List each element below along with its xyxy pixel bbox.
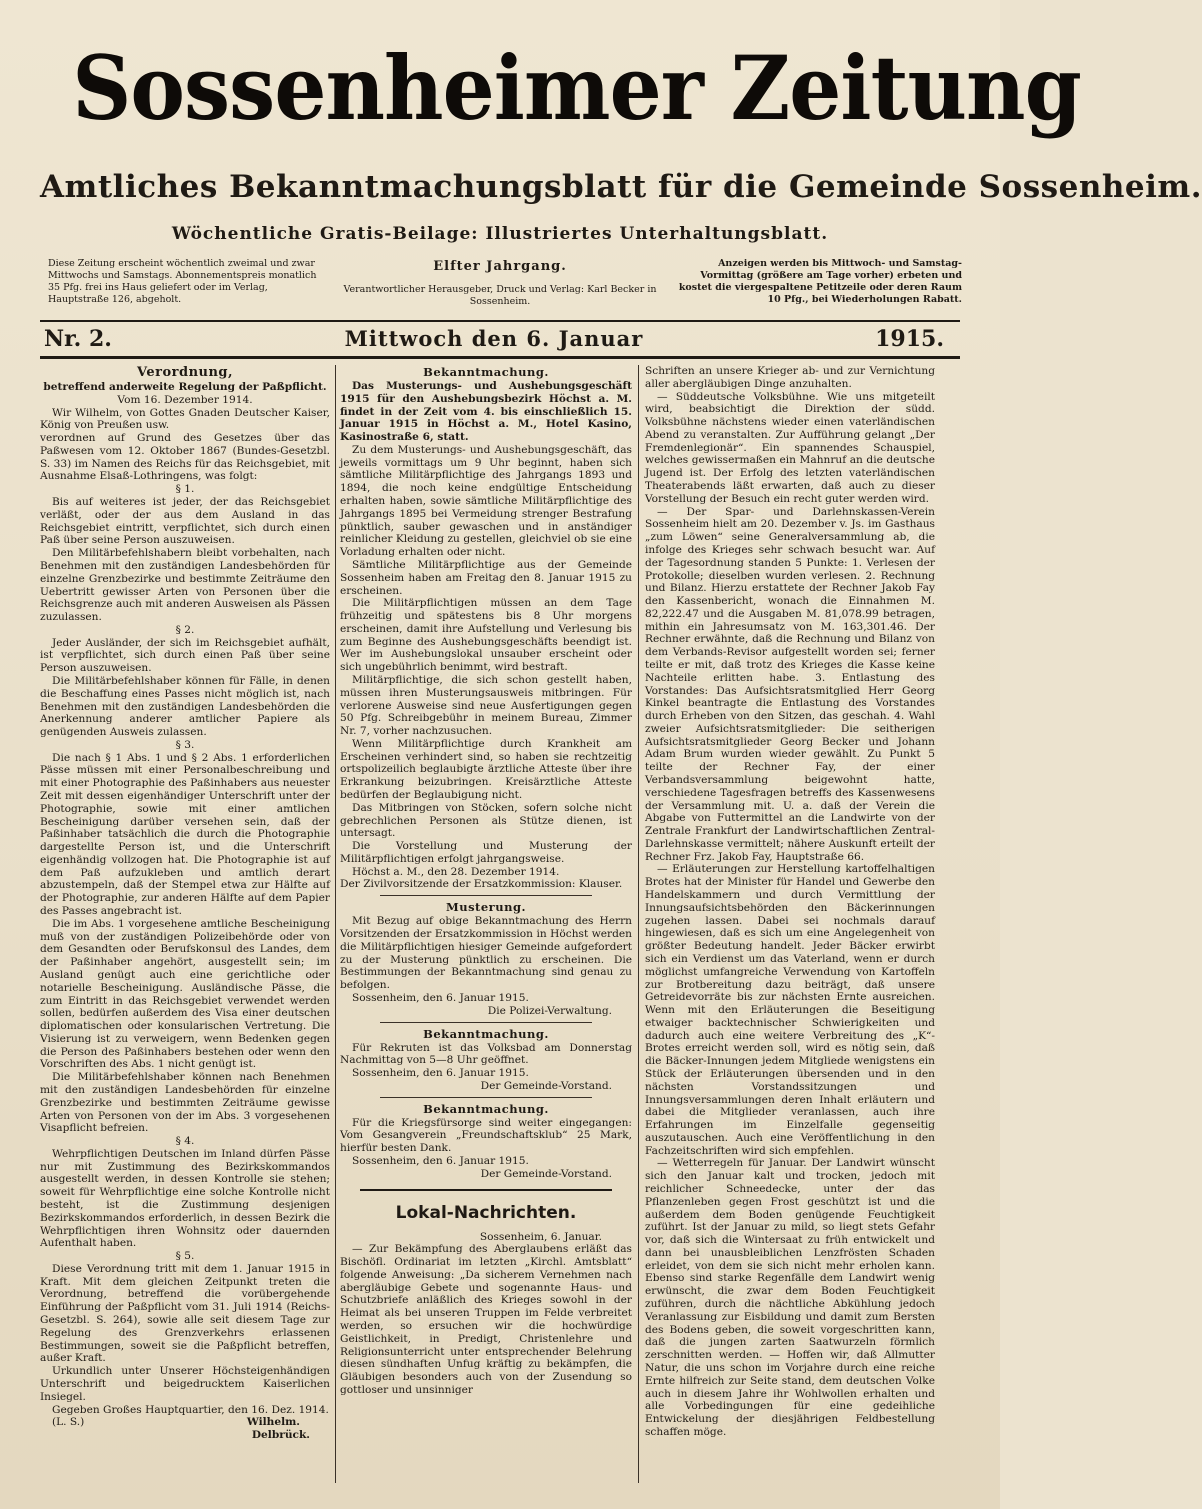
paragraph: Die Vorstellung und Musterung der Militärpflichtigen erfolgt jahrgangsweise. xyxy=(340,840,632,865)
paragraph: — Der Spar- und Darlehnskassen-Verein Sossenheim hielt am 20. Dezember v. Js. im Gasthaus „zum Löwen“ seine Generalversammlung ab, die infolge des Krieges sehr schwach besucht war. Auf der Tagesordnung standen 5 Punkte: 1. Verlesen der Protokolle; dieselben wurden verlesen. 2. Rechnung und Bilanz. Hierzu erstattete der Rechner Jakob Fay den Kassenbericht, wonach die Einnahmen M. 82,222.47 und die Ausgaben M. 81,078.99 betragen, mithin ein Jahresumsatz von M. 163,301.46. Der Rechner erwähnte, daß die Rechnung und Bilanz von dem Verbands-Revisor aufgestellt worden sei; ferner teilte er mit, daß trotz des Krieges die Kasse keine Nachteile erlitten habe. 3. Entlastung des Vorstandes: Das Aufsichtsratsmitglied Herr Georg Kinkel beantragte die Entlastung des Vorstandes durch Erheben von den Sitzen, das geschah. 4. Wahl zweier Aufsichtsratsmitglieder: Die seitherigen Aufsichtsratsmitglieder Georg Becker und Johann Adam Brum wurden wieder gewählt. Zu Punkt 5 teilte der Rechner Fay, der einer Verbandsversammlung beigewohnt hatte, verschiedene Tagesfragen betreffs des Kassenwesens der Versammlung mit. U. a. daß der Verein die Abgabe von Futtermittel an die Landwirte von der Zentrale Frankfurt der Landwirtschaftlichen Zentral-Darlehnskasse vermittelt; nähere Auskunft erteilt der Rechner Frz. Jakob Fay, Hauptstraße 66. xyxy=(645,505,935,863)
paragraph: Sossenheim, den 6. Januar 1915. xyxy=(352,1067,529,1080)
paragraph: Sossenheim, den 6. Januar 1915. xyxy=(352,1154,529,1167)
article-subheading: betreffend anderweite Regelung der Paßpflicht. xyxy=(43,381,327,393)
notice-heading: Bekanntmachung. xyxy=(423,1026,549,1041)
section-mark: § 4. xyxy=(175,1135,195,1148)
issue-date: Mittwoch den 6. Januar xyxy=(344,326,644,351)
paragraph: Sossenheim, den 6. Januar 1915. xyxy=(352,991,529,1004)
paragraph: — Zur Bekämpfung des Aberglaubens erläßt das Bischöfl. Ordinariat im letzten „Kirchl. Amtsblatt“ folgende Anweisung: „Da sicherem Vernehmen nach abergläubige Gebete und sogenannte Haus- und Schutzbriefe anläßlich des Krieges sowohl in der Heimat als bei unseren Truppen im Felde verbreitet werden, so ersuchen wir die hochwürdige Geistlichkeit, in Predigt, Christenlehre und Religionsunterricht unter entsprechender Belehrung diesen sündhaften Unfug kräftig zu bekämpfen, die Gläubigen besonders auch von der Zusendung so gottloser und unsinniger xyxy=(340,1243,632,1396)
paragraph: Schriften an unsere Krieger ab- und zur Vernichtung aller abergläubigen Dinge anzuhalten. xyxy=(645,365,935,390)
publisher-text: Verantwortlicher Herausgeber, Druck und Verlag: Karl Becker in Sossenheim. xyxy=(343,284,657,307)
signature-line xyxy=(40,1416,330,1429)
bottom-rule xyxy=(40,356,960,359)
article-heading: Verordnung, xyxy=(136,365,234,380)
paragraph: Die Militärbefehlshaber können für Fälle, in denen die Beschaffung eines Passes nicht möglich ist, nach Benehmen mit den zuständigen Landesbehörden die Anerkennung anderer amtlicher Papiere als genügenden Ausweis zulassen. xyxy=(40,674,330,739)
article-date: Vom 16. Dezember 1914. xyxy=(117,393,253,406)
paragraph: — Wetterregeln für Januar. Der Landwirt wünscht sich den Januar kalt und trocken, jedoch mit reichlicher Schneedecke, unter der das Pflanzenleben gegen Frost geschützt ist und die außerdem dem Boden genügende Feuchtigkeit zuführt. Ist der Januar zu mild, so liegt stets Gefahr vor, daß sich die Wintersaat zu früh entwickelt und dann bei unausbleiblichen Lenzfrösten Schaden erleidet, von dem sie sich nicht mehr erholen kann. Ebenso sind starke Regenfälle dem Landwirt wenig erwünscht, die zwar dem Boden Feuchtigkeit zuführen, durch die nächtliche Abkühlung jedoch Veranlassung zur Eisbildung und damit zum Bersten des Bodens geben, die soweit vorgeschritten kann, daß die jungen zarten Saatwurzeln förmlich zerschnitten werden. — Hoffen wir, daß Allmutter Natur, die uns schon im Vorjahre durch eine reiche Ernte hilfreich zur Seite stand, dem deutschen Volke auch in diesem Jahre ihr Wohlwollen erhalten und alle Vorbedingungen für eine gedeihliche Entwickelung der diesjährigen Feldbestellung schaffen möge. xyxy=(645,1157,935,1438)
paragraph: Das Mitbringen von Stöcken, sofern solche nicht gebrechlichen Personen als Stütze dienen, ist untersagt. xyxy=(340,801,632,840)
paragraph: Gegeben Großes Hauptquartier, den 16. Dez. 1914. xyxy=(52,1403,329,1416)
paragraph: Höchst a. M., den 28. Dezember 1914. xyxy=(352,865,560,878)
paragraph: Jeder Ausländer, der sich im Reichsgebiet aufhält, ist verpflichtet, sich durch einen Paß über seine Person auszuweisen. xyxy=(40,636,330,675)
signature: Der Gemeinde-Vorstand. xyxy=(480,1167,612,1180)
paragraph: Den Militärbefehlshabern bleibt vorbehalten, nach Benehmen mit den zuständigen Landesbehörden für einzelne Grenzbezirke und bestimmte Zeiträume den Uebertritt gewisser Arten von Personen über die Reichsgrenze auch mit anderen Ausweisen als Pässen zuzulassen. xyxy=(40,547,330,624)
paragraph: Die Militärpflichtigen müssen an dem Tage frühzeitig und spätestens bis 8 Uhr morgens erscheinen, damit ihre Aufstellung und Verlesung bis zum Beginne des Aushebungsgeschäfts beendigt ist. Wer im Aushebungslokal unsauber erscheint oder sich ungebührlich benimmt, wird bestraft. xyxy=(340,597,632,674)
paragraph: Bis auf weiteres ist jeder, der das Reichsgebiet verläßt, oder der aus dem Ausland in das Reichsgebiet eintritt, verpflichtet, sich durch einen Paß über seine Person auszuweisen. xyxy=(40,496,330,547)
column-bekanntmachungen xyxy=(340,365,632,1487)
notice-heading: Bekanntmachung. xyxy=(423,365,549,379)
dateline-place: Sossenheim, 6. Januar. xyxy=(479,1230,602,1243)
column-divider xyxy=(335,365,336,1483)
paragraph: Zu dem Musterungs- und Aushebungsgeschäft, das jeweils vormittags um 9 Uhr beginnt, haben sich sämtliche Militärpflichtige des Jahrgangs 1893 und 1894, die noch keine endgültige Entscheidung erhalten haben, sowie sämtliche Militärpflichtige des Jahrgangs 1895 bei Vermeidung strenger Bestrafung pünktlich, sauber gewaschen und in anständiger reinlicher Kleidung zu gestellen, gleichviel ob sie eine Vorladung erhalten oder nicht. xyxy=(340,443,632,559)
section-mark: § 5. xyxy=(175,1250,195,1263)
issue-year: 1915. xyxy=(875,326,944,352)
paragraph: Für Rekruten ist das Volksbad am Donnerstag Nachmittag von 5—8 Uhr geöffnet. xyxy=(340,1041,632,1067)
paragraph: Urkundlich unter Unserer Höchsteigenhändigen Unterschrift und beigedrucktem Kaiserlichen Insiegel. xyxy=(40,1365,330,1403)
section-title-lokal: Lokal-Nachrichten. xyxy=(395,1202,577,1223)
paragraph: Sämtliche Militärpflichtige aus der Gemeinde Sossenheim haben am Freitag den 8. Januar 1915 zu erscheinen. xyxy=(340,558,632,597)
subscription-info: Diese Zeitung erscheint wöchentlich zweimal und zwar Mittwochs und Samstags. Abonnementspreis monatlich 35 Pfg. frei ins Haus geliefert oder im Verlag, Hauptstraße 126, abgeholt. xyxy=(48,258,317,305)
top-rule xyxy=(40,320,960,322)
paragraph: Militärpflichtige, die sich schon gestellt haben, müssen ihren Musterungsausweis mitbringen. Für verlorene Ausweise sind neue Ausfertigungen gegen 50 Pfg. Schreibgebühr in meinem Bureau, Zimmer Nr. 7, vorher nachzusuchen. xyxy=(340,673,632,738)
section-divider xyxy=(360,1189,612,1191)
paragraph: — Erläuterungen zur Herstellung kartoffelhaltigen Brotes hat der Minister für Handel und Gewerbe den Handelskammern und durch Vermittlung der Innungsaufsichtsbehörden den Bäckerinnungen zugehen lassen. Dabei sei nochmals darauf hingewiesen, daß es sich um eine Angelegenheit von größter Bedeutung handelt. Jeder Bäcker erwirbt sich ein Verdienst um das Vaterland, wenn er durch möglichst umfangreiche Verwendung von Kartoffeln zur Brotbereitung dazu beiträgt, daß unsere Getreidevorräte bis zur nächsten Ernte ausreichen. Wenn mit den Erläuterungen die Beseitigung etwaiger backtechnischer Schwierigkeiten und dadurch auch eine weitere Verbreitung des „K“-Brotes erreicht werden soll, wird es nötig sein, daß die Bäcker-Innungen jedem Mitgliede wenigstens ein Stück der Erläuterungen übersenden und in den nächsten Vorstandssitzungen und Innungsversammlungen deren Inhalt erläutern und dabei die Mitglieder veranlassen, auch ihre Erfahrungen im Einzelfalle gegenseitig auszutauschen. Auch eine Veröffentlichung in den Fachzeitschriften wird sich empfehlen. xyxy=(645,863,935,1157)
paragraph: Wenn Militärpflichtige durch Krankheit am Erscheinen verhindert sind, so haben sie rechtzeitig ortspolizeilich beglaubigte ärztliche Atteste über ihre Erkrankung beizubringen. Kreisärztliche Atteste bedürfen der Beglaubigung nicht. xyxy=(340,737,632,801)
paragraph: Wir Wilhelm, von Gottes Gnaden Deutscher Kaiser, König von Preußen usw. xyxy=(40,406,330,432)
paragraph: Das Musterungs- und Aushebungsgeschäft 1915 für den Aushebungsbezirk Höchst a. M. findet in der Zeit vom 4. bis einschließlich 15. Januar 1915 in Höchst a. M., Hotel Kasino, Kasinostraße 6, statt. xyxy=(340,380,632,444)
section-mark: § 2. xyxy=(175,623,195,636)
volume-year: Elfter Jahrgang. xyxy=(433,259,567,274)
column-divider xyxy=(638,365,639,1483)
signature: Der Gemeinde-Vorstand. xyxy=(480,1079,612,1092)
signature-delbrueck: Delbrück. xyxy=(251,1429,310,1442)
divider xyxy=(380,1097,592,1098)
paragraph: Die im Abs. 1 vorgesehene amtliche Bescheinigung muß von der zuständigen Polizeibehörde oder von dem Gesandten oder Berufskonsul des Landes, dem der Paßinhaber angehört, ausgestellt sein; im Ausland genügt auch eine gerichtliche oder notarielle Bescheinigung. Ausländische Pässe, die zum Eintritt in das Reichsgebiet verwendet werden sollen, bedürfen außerdem des Visa einer deutschen diplomatischen oder konsularischen Vertretung. Die Visierung ist zu verweigern, wenn Bedenken gegen die Person des Paßinhabers bestehen oder wenn den Vorschriften des Abs. 1 nicht genügt ist. xyxy=(40,917,330,1071)
signature-kaiser: Wilhelm. xyxy=(246,1416,300,1429)
paragraph: Wehrpflichtigen Deutschen im Inland dürfen Pässe nur mit Zustimmung des Bezirkskommandos ausgestellt werden, in dessen Kontrolle sie stehen; soweit für Wehrpflichtige eine solche Kontrolle nicht besteht, ist die Zustimmung desjenigen Bezirkskommandos erforderlich, in dessen Bezirk die Wehrpflichtigen ihren Wohnsitz oder dauernden Aufenthalt haben. xyxy=(40,1147,330,1250)
masthead-subtitle: Amtliches Bekanntmachungsblatt für die Gemeinde Sossenheim. xyxy=(40,169,1202,205)
paragraph: Mit Bezug auf obige Bekanntmachung des Herrn Vorsitzenden der Ersatzkommission in Höchst werden die Militärpflichtigen hiesiger Gemeinde aufgefordert zu der Musterung pünktlich zu erscheinen. Die Bestimmungen der Bekanntmachung sind genau zu befolgen. xyxy=(340,915,632,992)
notice-heading: Musterung. xyxy=(445,900,527,915)
paragraph: verordnen auf Grund des Gesetzes über das Paßwesen vom 12. Oktober 1867 (Bundes-Gesetzbl. S. 33) im Namen des Reichs für das Reichsgebiet, mit Ausnahme Elsaß-Lothringens, was folgt: xyxy=(40,432,330,483)
publisher-info xyxy=(330,258,670,308)
divider xyxy=(380,1022,592,1023)
signature: Die Polizei-Verwaltung. xyxy=(487,1004,612,1017)
masthead-title: Sossenheimer Zeitung xyxy=(72,36,1081,140)
notice-heading: Bekanntmachung. xyxy=(423,1101,549,1116)
paragraph: Die nach § 1 Abs. 1 und § 2 Abs. 1 erforderlichen Pässe müssen mit einer Personalbeschreibung und mit einer Photographie des Paßinhabers aus neuester Zeit mit dessen eigenhändiger Unterschrift unter der Photographie, sowie mit einer amtlichen Bescheinigung darüber versehen sein, daß der Paßinhaber tatsächlich die durch die Photographie dargestellte Person ist, und die Unterschrift eigenhändig vollzogen hat. Die Photographie ist auf dem Paß aufzukleben und amtlich derart abzustempeln, daß der Stempel etwa zur Hälfte auf der Photographie, zur anderen Hälfte auf dem Papier des Passes angebracht ist. xyxy=(40,751,330,918)
column-verordnung xyxy=(40,365,330,1487)
advert-info: Anzeigen werden bis Mittwoch- und Samstag-Vormittag (größere am Tage vorher) erbeten und kostet die viergespaltene Petitzeile oder deren Raum 10 Pfg., bei Wiederholungen Rabatt. xyxy=(678,258,962,305)
masthead-supplement: Wöchentliche Gratis-Beilage: Illustriertes Unterhaltungsblatt. xyxy=(171,224,829,244)
issue-number: Nr. 2. xyxy=(44,326,112,352)
seal-mark: (L. S.) xyxy=(52,1416,85,1429)
column-lokal xyxy=(645,365,935,1487)
paragraph: — Süddeutsche Volksbühne. Wie uns mitgeteilt wird, beabsichtigt die Direktion der südd. Volksbühne nächstens wieder einen vaterländischen Abend zu veranstalten. Zur Aufführung gelangt „Der Fremdenlegionär“. Ein spannendes Schauspiel, welches gewissermaßen ein Mahnruf an die deutsche Jugend ist. Der Erfolg des letzten vaterländischen Theaterabends läßt erwarten, daß auch zu dieser Vorstellung der Besuch ein recht guter werden wird. xyxy=(645,390,935,505)
divider xyxy=(380,895,592,896)
paragraph: Diese Verordnung tritt mit dem 1. Januar 1915 in Kraft. Mit dem gleichen Zeitpunkt treten die Verordnung, betreffend die vorübergehende Einführung der Paßpflicht vom 31. Juli 1914 (Reichs-Gesetzbl. S. 264), sowie alle seit diesem Tage zur Regelung des Grenzverkehrs erlassenen Bestimmungen, soweit sie die Paßpflicht betreffen, außer Kraft. xyxy=(40,1262,330,1365)
section-mark: § 3. xyxy=(175,738,195,751)
section-mark: § 1. xyxy=(175,483,195,496)
issue-dateline xyxy=(44,326,944,356)
paragraph: Der Zivilvorsitzende der Ersatzkommission: Klauser. xyxy=(340,878,623,891)
paragraph: Die Militärbefehlshaber können nach Benehmen mit den zuständigen Landesbehörden für einzelne Grenzbezirke und bestimmten Zeiträume gewisse Arten von Personen von der im Abs. 3 vorgesehenen Visapflicht befreien. xyxy=(40,1071,330,1135)
paragraph: Für die Kriegsfürsorge sind weiter eingegangen: Vom Gesangverein „Freundschaftsklub“ 25 Mark, hierfür besten Dank. xyxy=(340,1116,632,1155)
